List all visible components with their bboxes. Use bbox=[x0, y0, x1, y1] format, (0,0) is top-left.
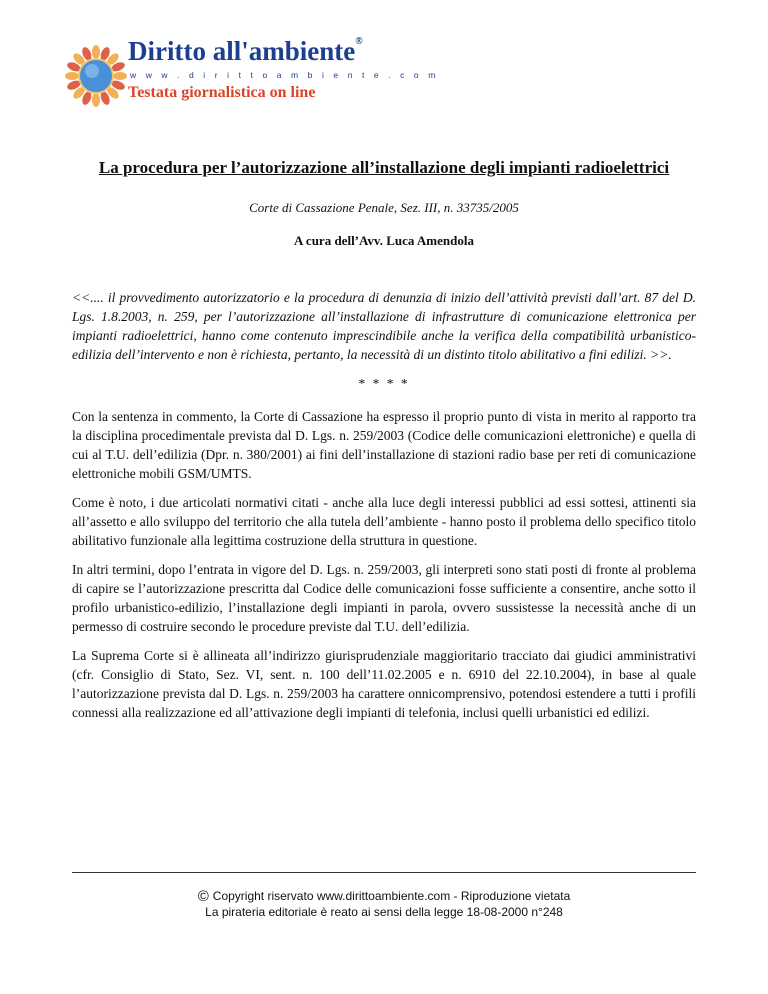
article-author: A cura dell’Avv. Luca Amendola bbox=[294, 233, 474, 248]
sun-ray bbox=[92, 45, 100, 59]
logo-tagline: Testata giornalistica on line bbox=[128, 84, 316, 101]
body-paragraph-1: Con la sentenza in commento, la Corte di Cassazione ha espresso il proprio punto di vista in merito al rapporto tra la disciplina procedimentale prevista dal D. Lgs. n. 259/2003 (Codice delle comunicazioni elettroniche) e quella di cui al T.U. dell’edilizia (Dpr. n. 380/2001) ai fini dell’installazione di stazioni radio base per reti di comunicazione elettroniche mobili GSM/UMTS. bbox=[72, 409, 696, 481]
sun-ray bbox=[65, 72, 79, 80]
article-body bbox=[72, 288, 696, 732]
footer-divider bbox=[72, 872, 696, 873]
registered-mark: ® bbox=[355, 36, 363, 47]
quoted-maxim: <<.... il provvedimento autorizzatorio e la procedura di denunzia di inizio dell’attività previsti dall’art. 87 del D. Lgs. 1.8.2003, n. 259, per l’autorizzazione all’installazione di infrastrutture di comunicazione elettronica per impianti radioelettrici, hanno come contenuto imprescindibile anche la verifica della compatibilità urbanistico-edilizia dell’intervento e non è richiesta, pertanto, la necessità di un distinto titolo abilitativo a fini edilizi. >>. bbox=[72, 290, 696, 362]
footer-piracy-notice: La pirateria editoriale è reato ai sensi della legge 18-08-2000 n°248 bbox=[205, 905, 563, 919]
article-title: La procedura per l’autorizzazione all’installazione degli impianti radioelettrici bbox=[98, 158, 670, 177]
sun-ray bbox=[92, 93, 100, 107]
sun-ray bbox=[113, 72, 127, 80]
footer-copyright-text: Copyright riservato www.dirittoambiente.com - Riproduzione vietata bbox=[212, 889, 571, 903]
sun-logo-icon bbox=[62, 32, 128, 120]
masthead-logo bbox=[62, 32, 439, 120]
body-paragraph-3: In altri termini, dopo l’entrata in vigore del D. Lgs. n. 259/2003, gli interpreti sono stati posti di fronte al problema di capire se l’autorizzazione prescritta dal Codice delle comunicazioni fosse sufficiente a consentire, anche sotto il profilo urbanistico-edilizio, l’installazione degli impianti in parola, ovvero sussistesse la necessità anche di un permesso di costruire secondo le procedure previste dal T.U. dell’edilizia. bbox=[72, 562, 696, 634]
logo-name: Diritto all'ambiente® bbox=[128, 36, 363, 66]
section-separator: * * * * bbox=[358, 376, 410, 391]
case-citation: Corte di Cassazione Penale, Sez. III, n. 33735/2005 bbox=[249, 200, 519, 215]
footer-copyright bbox=[0, 888, 768, 905]
copyright-icon: © bbox=[197, 888, 209, 905]
body-paragraph-2: Come è noto, i due articolati normativi citati - anche alla luce degli interessi pubblici ad essi sottesi, attinenti sia all’assetto e allo sviluppo del territorio che alla tutela dell’ambiente - hanno posto il problema dello specifico titolo abilitativo funzionale alla legittima costruzione della struttura in questione. bbox=[72, 495, 696, 548]
logo-url: w w w . d i r i t t o a m b i e n t e . c o m bbox=[130, 70, 439, 80]
body-paragraph-4: La Suprema Corte si è allineata all’indirizzo giurisprudenziale maggioritario tracciato dai giudici amministrativi (cfr. Consiglio di Stato, Sez. VI, sent. n. 100 dell’11.02.2005 e n. 6910 del 22.10.2004), in base al quale l’autorizzazione prevista dal D. Lgs. n. 259/2003 ha carattere onnicomprensivo, potendosi estendere a tutti i profili connessi alla realizzazione ed all’attivazione degli impianti di telefonia, inclusi quelli urbanistici ed edilizi. bbox=[72, 648, 696, 720]
